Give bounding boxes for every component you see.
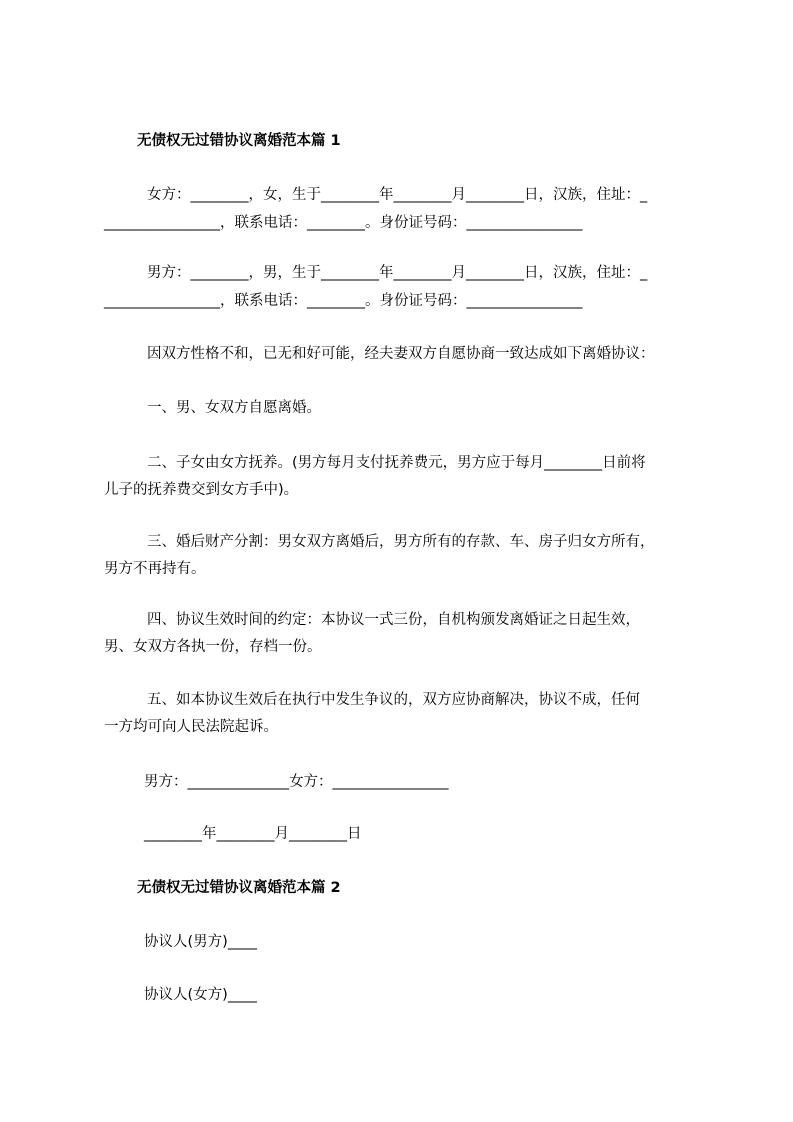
intro-paragraph: 因双方性格不和，已无和好可能，经夫妻双方自愿协商一致达成如下离婚协议： <box>147 346 655 362</box>
female-info-line2: ________________，联系电话：________。身份证号码：________________ <box>104 215 583 231</box>
signature-line: 男方：______________女方：________________ <box>144 774 449 790</box>
clause-2-line2: 儿子的抚养费交到女方手中)。 <box>104 482 299 498</box>
clause-4-line2: 男、女双方各执一份，存档一份。 <box>104 639 322 655</box>
clause-3-line2: 男方不再持有。 <box>104 561 206 577</box>
clause-2-line1: 二、子女由女方抚养。(男方每月支付抚养费元，男方应于每月________日前将 <box>147 455 646 471</box>
female-info-line1: 女方：________，女，生于________年________月________日，汉族，住址：_ <box>147 187 648 203</box>
clause-5-line1: 五、如本协议生效后在执行中发生争议的，双方应协商解决，协议不成，任何 <box>147 692 640 708</box>
clause-4-line1: 四、协议生效时间的约定：本协议一式三份，自机构颁发离婚证之日起生效， <box>147 612 640 628</box>
clause-5-line2: 一方均可向人民法院起诉。 <box>104 719 278 735</box>
section2-heading: 无债权无过错协议离婚范本篇 2 <box>137 880 341 896</box>
section1-heading: 无债权无过错协议离婚范本篇 1 <box>137 133 341 149</box>
male-info-line2: ________________，联系电话：________。身份证号码：________________ <box>104 293 583 309</box>
party-female-line: 协议人(女方)____ <box>144 987 257 1003</box>
clause-1: 一、男、女双方自愿离婚。 <box>147 400 321 416</box>
clause-3-line1: 三、婚后财产分割：男女双方离婚后，男方所有的存款、车、房子归女方所有， <box>147 534 655 550</box>
male-info-line1: 男方：________，男，生于________年________月________日，汉族，住址：_ <box>147 265 648 281</box>
party-male-line: 协议人(男方)____ <box>144 934 257 950</box>
date-line: ________年________月________日 <box>144 826 362 842</box>
